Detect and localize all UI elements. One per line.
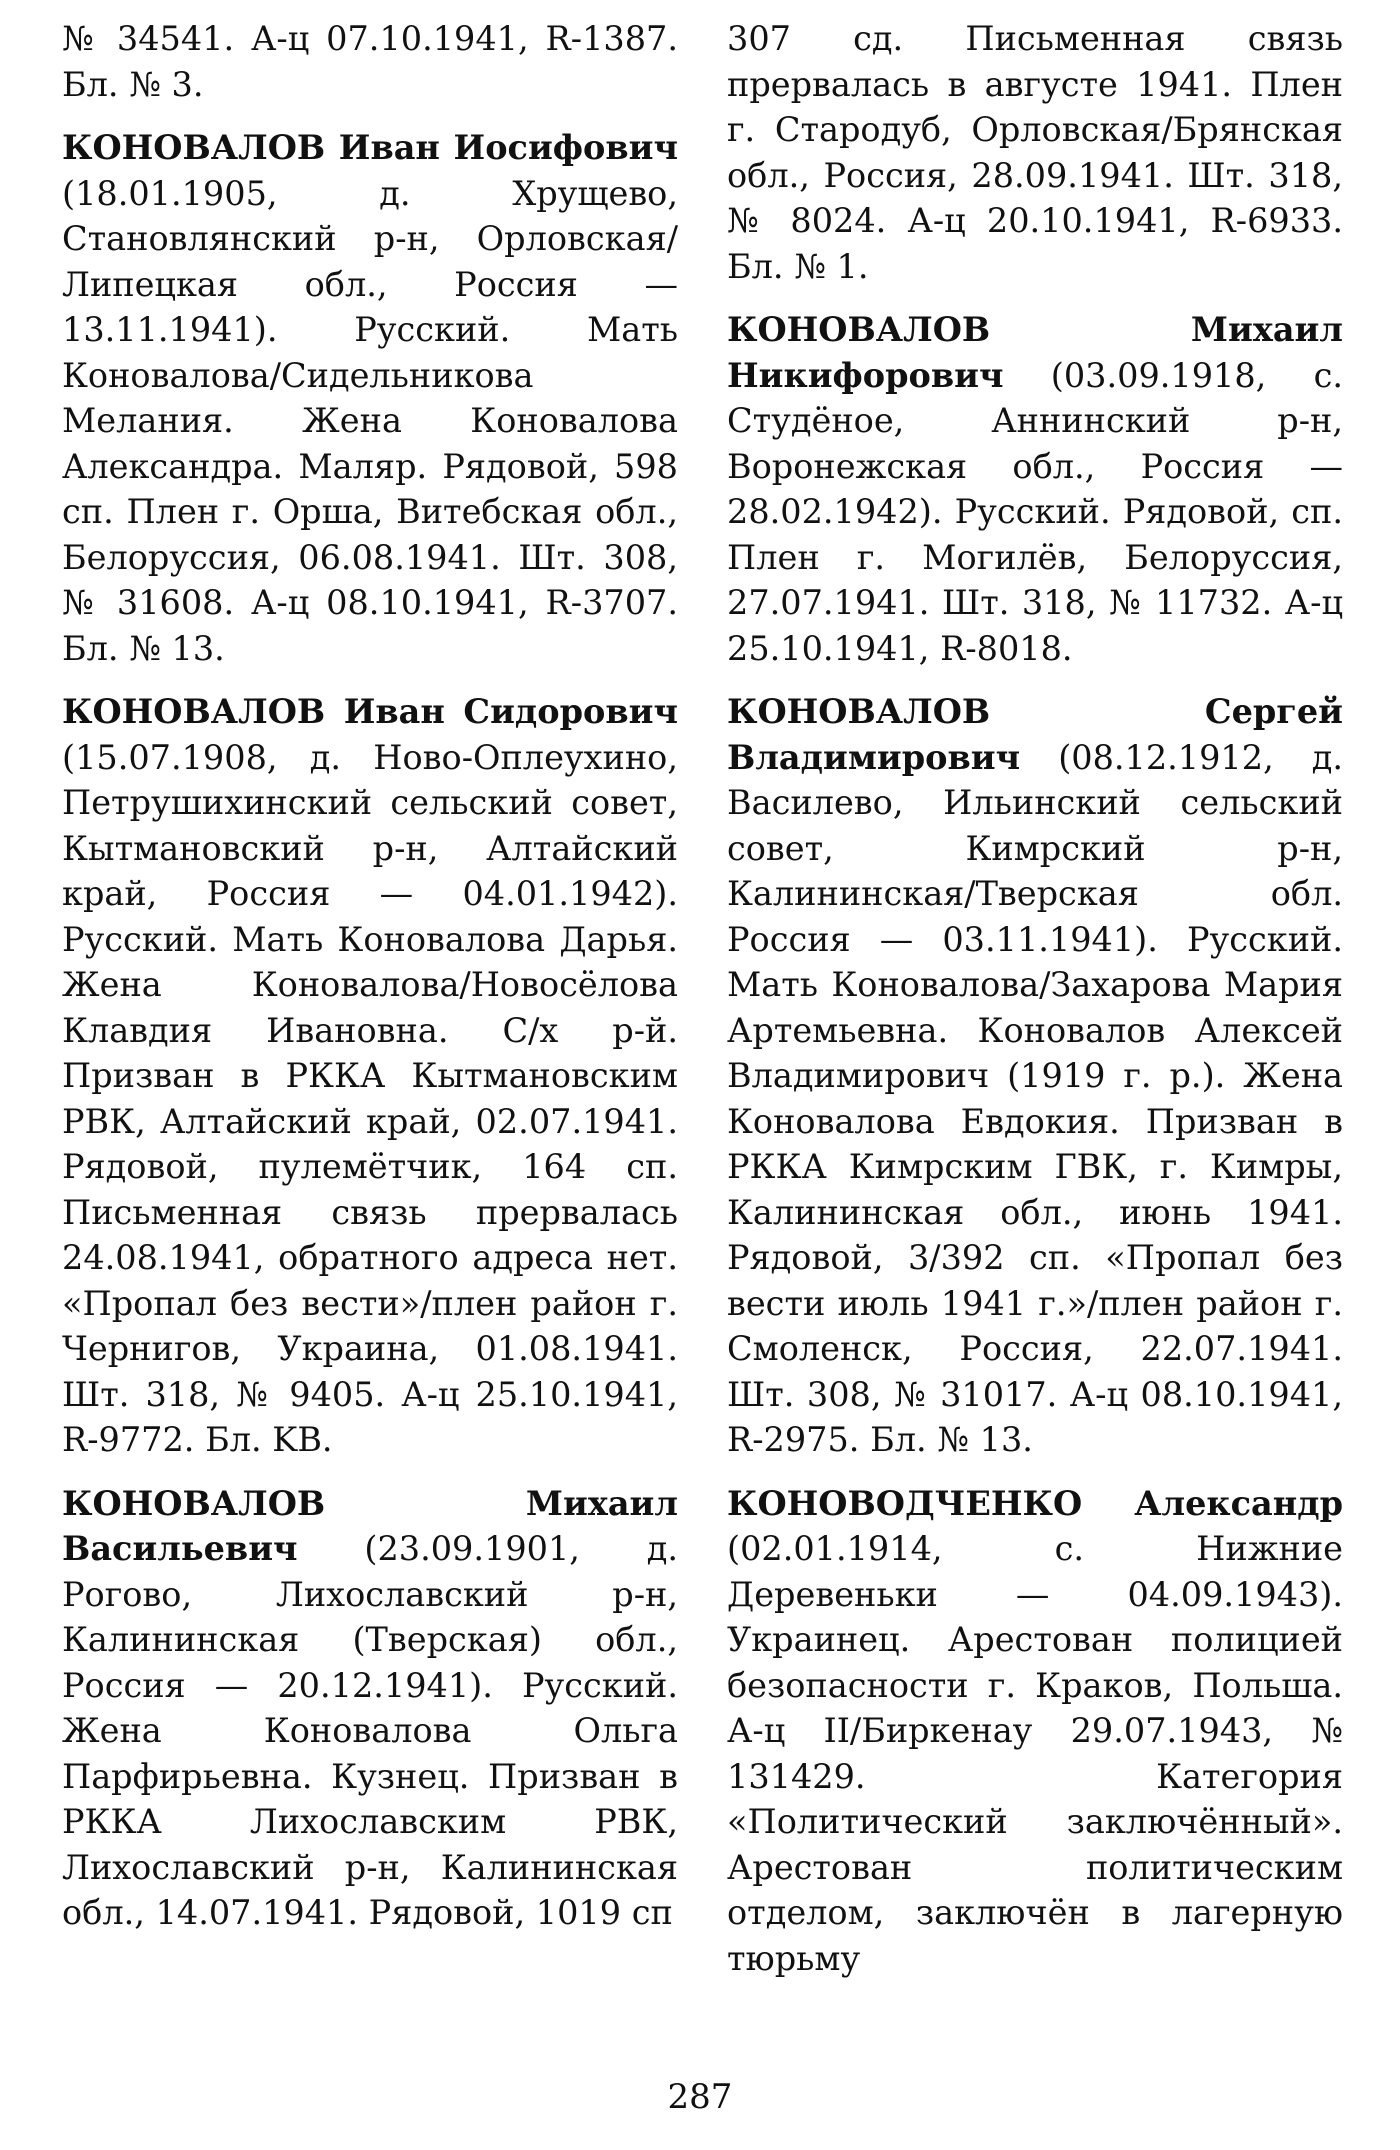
entry-konovodchenko-aleksandr [727, 1481, 1343, 1982]
continued-text: 307 сд. Письменная связь прервалась в августе 1941. Плен г. Стародуб, Орловская/Брянская обл., Россия, 28.09.1941. Шт. 318, № 8024. А-ц 20.10.1941, R-6933. Бл. № 1. [727, 19, 1343, 286]
entry-name: КОНОВАЛОВ Иван Сидорович [62, 692, 678, 731]
continued-text: № 34541. А-ц 07.10.1941, R-1387. Бл. № 3. [62, 19, 678, 104]
entry-text: (03.09.1918, с. Студёное, Аннинский р-н, Воронежская обл., Россия — 28.02.1942). Русский. Рядовой, сп. Плен г. Могилёв, Белоруссия, 27.07.1941. Шт. 318, № 11732. А-ц 25.10.1941, R-8018. [727, 355, 1343, 668]
entry-name: КОНОВОДЧЕНКО Александр [727, 1483, 1343, 1523]
right-column [727, 16, 1343, 1999]
entry-konovalov-sergey-vladimirovich [727, 689, 1343, 1463]
entry-text: (23.09.1901, д. Рогово, Лихославский р-н, Калининская (Тверская) обл., Россия — 20.12.1941). Русский. Жена Коновалова Ольга Парфирьевна. Кузнец. Призван в РККА Лихославским РВК, Лихославский р-н, Калининская обл., 14.07.1941. Рядовой, 1019 сп [62, 1529, 678, 1932]
entry-konovalov-ivan-iosifovich [62, 125, 678, 671]
entry-konovalov-mikhail-vasilyevich [62, 1481, 678, 1936]
entry-text: (08.12.1912, д. Василево, Ильинский сельский совет, Кимрский р-н, Калининская/Тверская обл. Россия — 03.11.1941). Русский. Мать Коновалова/Захарова Мария Артемьевна. Коновалов Алексей Владимирович (1919 г. р.). Жена Коновалова Евдокия. Призван в РККА Кимрским ГВК, г. Кимры, Калининская обл., июнь 1941. Рядовой, 3/392 сп. «Пропал без вести июль 1941 г.»/плен район г. Смоленск, Россия, 22.07.1941. Шт. 308, № 31017. А-ц 08.10.1941, R-2975. Бл. № 13. [727, 737, 1343, 1459]
entry-text: (15.07.1908, д. Ново-Оплеухино, Петрушихинский сельский совет, Кытмановский р-н, Алтайский край, Россия — 04.01.1942). Русский. Мать Коновалова Дарья. Жена Коновалова/Новосёлова Клавдия Ивановна. С/х р-й. Призван в РККА Кытмановским РВК, Алтайский край, 02.07.1941. Рядовой, пулемётчик, 164 сп. Письменная связь прервалась 24.08.1941, обратного адреса нет. «Пропал без вести»/плен район г. Чернигов, Украина, 01.08.1941. Шт. 318, № 9405. А-ц 25.10.1941, R-9772. Бл. KB. [62, 737, 678, 1459]
entry-text: (18.01.1905, д. Хрущево, Становлянский р-н, Орловская/Липецкая обл., Россия — 13.11.1941). Русский. Мать Коновалова/Сидельникова Мелания. Жена Коновалова Александра. Маляр. Рядовой, 598 сп. Плен г. Орша, Витебская обл., Белоруссия, 06.08.1941. Шт. 308, № 31608. А-ц 08.10.1941, R-3707. Бл. № 13. [62, 173, 678, 668]
entry-name: КОНОВАЛОВ Иван Иосифович [62, 128, 678, 167]
entry-name: КОНОВАЛОВ Сергей Владимирович [727, 692, 1343, 777]
entry-konovalov-ivan-sidorovich [62, 689, 678, 1463]
entry-text: (02.01.1914, с. Нижние Деревеньки — 04.09.1943). Украинец. Арестован полицией безопасности г. Краков, Польша. А-ц II/Биркенау 29.07.1943, № 131429. Категория «Политический заключённый». Арестован политическим отделом, заключён в лагерную тюрьму [727, 1529, 1343, 1978]
book-page [62, 16, 1343, 2056]
left-column [62, 16, 678, 1954]
entry-name: КОНОВАЛОВ Михаил Васильевич [62, 1483, 678, 1568]
entry-konovalov-mikhail-nikiforovich [727, 307, 1343, 671]
entry-name: КОНОВАЛОВ Михаил Никифорович [727, 310, 1343, 395]
page-number: 287 [667, 2077, 733, 2117]
